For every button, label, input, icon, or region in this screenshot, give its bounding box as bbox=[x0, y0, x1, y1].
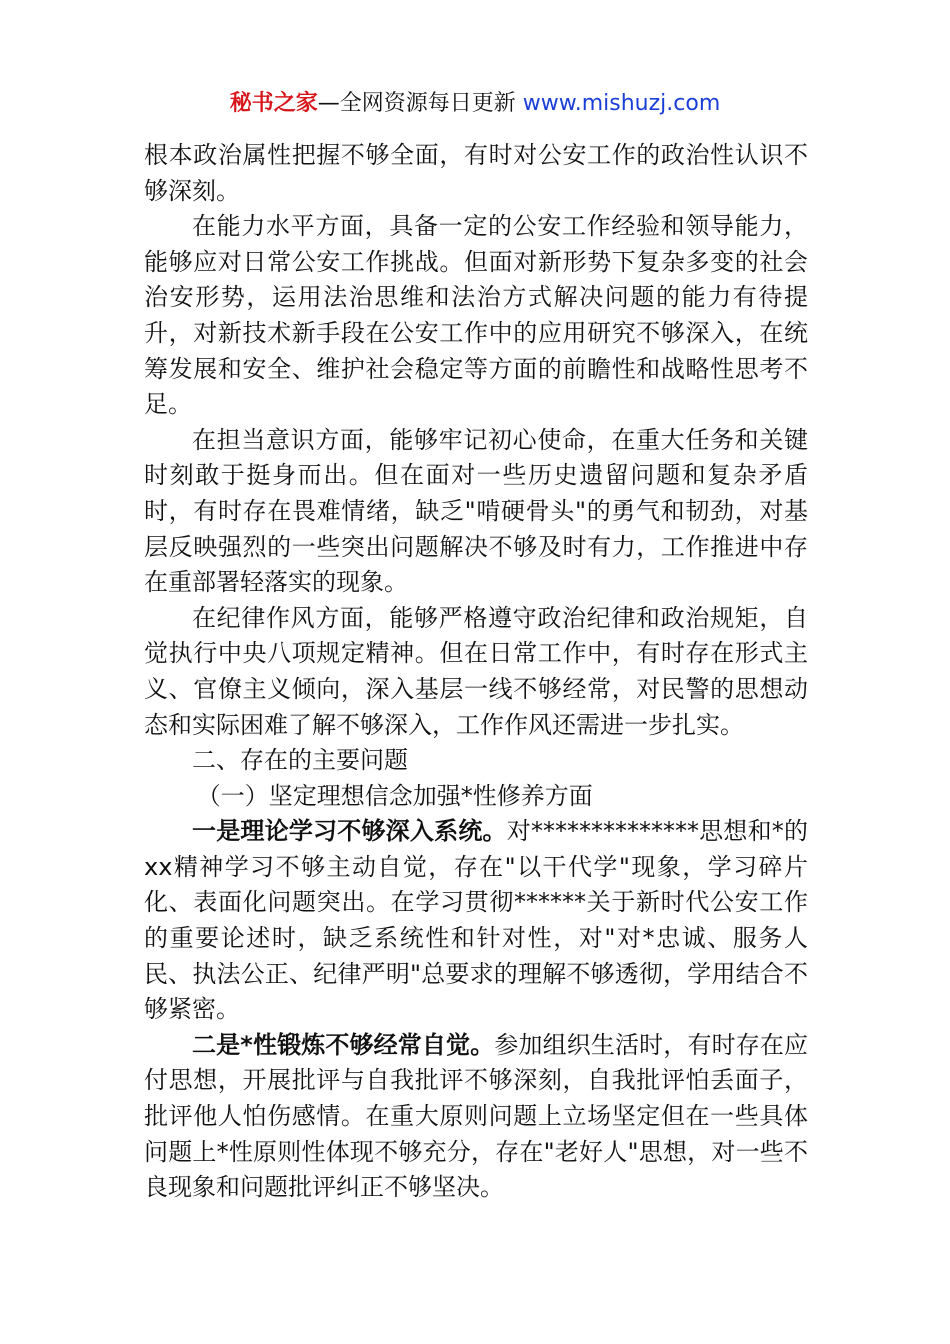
point-one-lead: 一是理论学习不够深入系统。 bbox=[192, 817, 507, 846]
document-body bbox=[144, 138, 808, 1206]
subsection-heading: （一）坚定理想信念加强*性修养方面 bbox=[196, 781, 593, 810]
header-brand: 秘书之家 bbox=[229, 91, 318, 116]
point-two-lead: 二是*性锻炼不够经常自觉。 bbox=[192, 1030, 495, 1059]
point-one-text: 对**************思想和*的xx精神学习不够主动自觉，存在"以干代学"现象，学习碎片化、表面化问题突出。在学习贯彻******关于新时代公安工作的重要论述时，缺乏系统性和针对性，对"对*忠诚、服务人民、执法公正、纪律严明"总要求的理解不够透彻，学用结合不够紧密。 bbox=[144, 817, 809, 1024]
paragraph-discipline: 在纪律作风方面，能够严格遵守政治纪律和政治规矩，自觉执行中央八项规定精神。但在日常工作中，有时存在形式主义、官僚主义倾向，深入基层一线不够经常，对民警的思想动态和实际困难了解不够深入，工作作风还需进一步扎实。 bbox=[144, 603, 808, 739]
section-heading: 二、存在的主要问题 bbox=[192, 746, 408, 775]
header-tagline: —全网资源每日更新 bbox=[317, 91, 523, 116]
point-two-text: 参加组织生活时，有时存在应付思想，开展批评与自我批评不够深刻，自我批评怕丢面子，批评他人怕伤感情。在重大原则问题上立场坚定但在一些具体问题上*性原则性体现不够充分，存在"老好人"思想，对一些不良现象和问题批评纠正不够坚决。 bbox=[144, 1030, 808, 1202]
paragraph-ability: 在能力水平方面，具备一定的公安工作经验和领导能力，能够应对日常公安工作挑战。但面对新形势下复杂多变的社会治安形势，运用法治思维和法治方式解决问题的能力有待提升，对新技术新手段在公安工作中的应用研究不够深入，在统筹发展和安全、维护社会稳定等方面的前瞻性和战略性思考不足。 bbox=[144, 212, 808, 419]
paragraph-responsibility: 在担当意识方面，能够牢记初心使命，在重大任务和关键时刻敢于挺身而出。但在面对一些历史遗留问题和复杂矛盾时，有时存在畏难情绪，缺乏"啃硬骨头"的勇气和韧劲，对基层反映强烈的一些突出问题解决不够及时有力，工作推进中存在重部署轻落实的现象。 bbox=[144, 425, 808, 597]
paragraph-point-one bbox=[144, 814, 808, 1028]
paragraph-continued: 根本政治属性把握不够全面，有时对公安工作的政治性认识不够深刻。 bbox=[144, 141, 808, 205]
header-url-link[interactable]: www.mishuzj.com bbox=[522, 91, 721, 116]
site-header bbox=[0, 88, 950, 120]
paragraph-point-two bbox=[144, 1028, 808, 1206]
